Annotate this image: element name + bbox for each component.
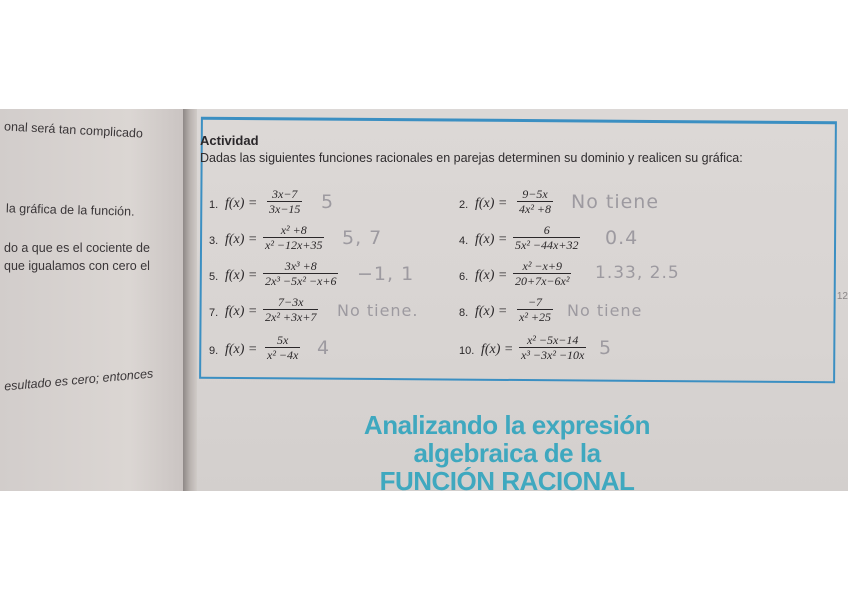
numerator: 7−3x — [278, 295, 304, 309]
exercise-number: 2. — [459, 199, 469, 211]
exercise-number: 10. — [459, 345, 475, 357]
handwritten-answer: No tiene. — [337, 301, 419, 320]
function-label: f(x) = — [225, 268, 258, 283]
fraction — [265, 333, 300, 362]
exercise-number: 3. — [209, 235, 219, 247]
denominator: 3x−15 — [269, 202, 301, 216]
page-edge-number: 12 — [836, 291, 848, 302]
exercise-number: 6. — [459, 271, 469, 283]
denominator: x³ −3x² −10x — [521, 348, 585, 362]
handwritten-answer: 1.33, 2.5 — [595, 263, 680, 283]
activity-instructions: Dadas las siguientes funciones racionales en parejas determinen su dominio y realicen su gráfica: — [200, 151, 743, 165]
handwritten-answer: No tiene — [567, 301, 643, 320]
function-label: f(x) = — [475, 196, 508, 211]
handwritten-answer: No tiene — [571, 191, 660, 213]
fraction — [513, 259, 571, 288]
handwritten-answer: 4 — [317, 337, 331, 359]
handwritten-answer: 5 — [599, 337, 613, 359]
fraction — [513, 223, 580, 252]
fraction — [517, 295, 553, 324]
function-label: f(x) = — [225, 342, 258, 357]
numerator: x² −5x−14 — [526, 333, 579, 347]
left-text-line: esultado es cero; entonces — [3, 366, 154, 394]
handwritten-answer: 0.4 — [605, 227, 639, 249]
function-label: f(x) = — [475, 268, 508, 283]
left-text-line: que igualamos con cero el — [4, 259, 150, 273]
left-text-line: la gráfica de la función. — [5, 201, 135, 219]
numerator: x² −x+9 — [522, 259, 562, 273]
exercise-number: 5. — [209, 271, 219, 283]
denominator: x² +25 — [519, 310, 552, 324]
fraction — [263, 259, 338, 288]
exercise-number: 4. — [459, 235, 469, 247]
heading-line-cut: FUNCIÓN RACIONAL — [379, 466, 635, 496]
handwritten-answer: 5 — [321, 191, 335, 213]
numerator: 9−5x — [522, 187, 548, 201]
left-text-line: do a que es el cociente de — [4, 241, 150, 255]
function-label: f(x) = — [225, 232, 258, 247]
function-label: f(x) = — [481, 342, 514, 357]
function-label: f(x) = — [225, 196, 258, 211]
fraction — [263, 295, 318, 324]
fraction — [519, 333, 586, 362]
numerator: 6 — [543, 223, 550, 237]
fraction — [517, 187, 553, 216]
numerator: −7 — [527, 295, 543, 309]
denominator: 5x² −44x+32 — [515, 238, 579, 252]
function-label: f(x) = — [475, 232, 508, 247]
exercise-number: 8. — [459, 307, 469, 319]
numerator: 3x−7 — [272, 187, 298, 201]
function-label: f(x) = — [475, 304, 508, 319]
exercise-number: 9. — [209, 345, 219, 357]
function-label: f(x) = — [225, 304, 258, 319]
denominator: x² −12x+35 — [265, 238, 323, 252]
handwritten-answer: 5, 7 — [342, 227, 383, 249]
denominator: 2x³ −5x² −x+6 — [265, 274, 337, 288]
fraction — [263, 223, 324, 252]
denominator: 4x² +8 — [519, 202, 552, 216]
book-photo — [0, 109, 848, 496]
fraction — [267, 187, 302, 216]
denominator: 20+7x−6x² — [515, 274, 570, 288]
heading-line: Analizando la expresión — [363, 410, 651, 440]
numerator: 5x — [277, 333, 289, 347]
left-text-line: onal será tan complicado — [3, 119, 144, 141]
denominator: 2x² +3x+7 — [265, 310, 317, 324]
numerator: 3x³ +8 — [284, 259, 317, 273]
section-heading — [362, 410, 652, 496]
activity-title: Actividad — [200, 133, 259, 148]
heading-line: algebraica de la — [413, 438, 601, 468]
numerator: x² +8 — [280, 223, 307, 237]
denominator: x² −4x — [267, 348, 299, 362]
left-page — [0, 109, 186, 491]
right-page — [197, 109, 848, 496]
exercise-number: 7. — [209, 307, 219, 319]
handwritten-answer: −1, 1 — [357, 263, 415, 285]
exercise-number: 1. — [209, 199, 219, 211]
